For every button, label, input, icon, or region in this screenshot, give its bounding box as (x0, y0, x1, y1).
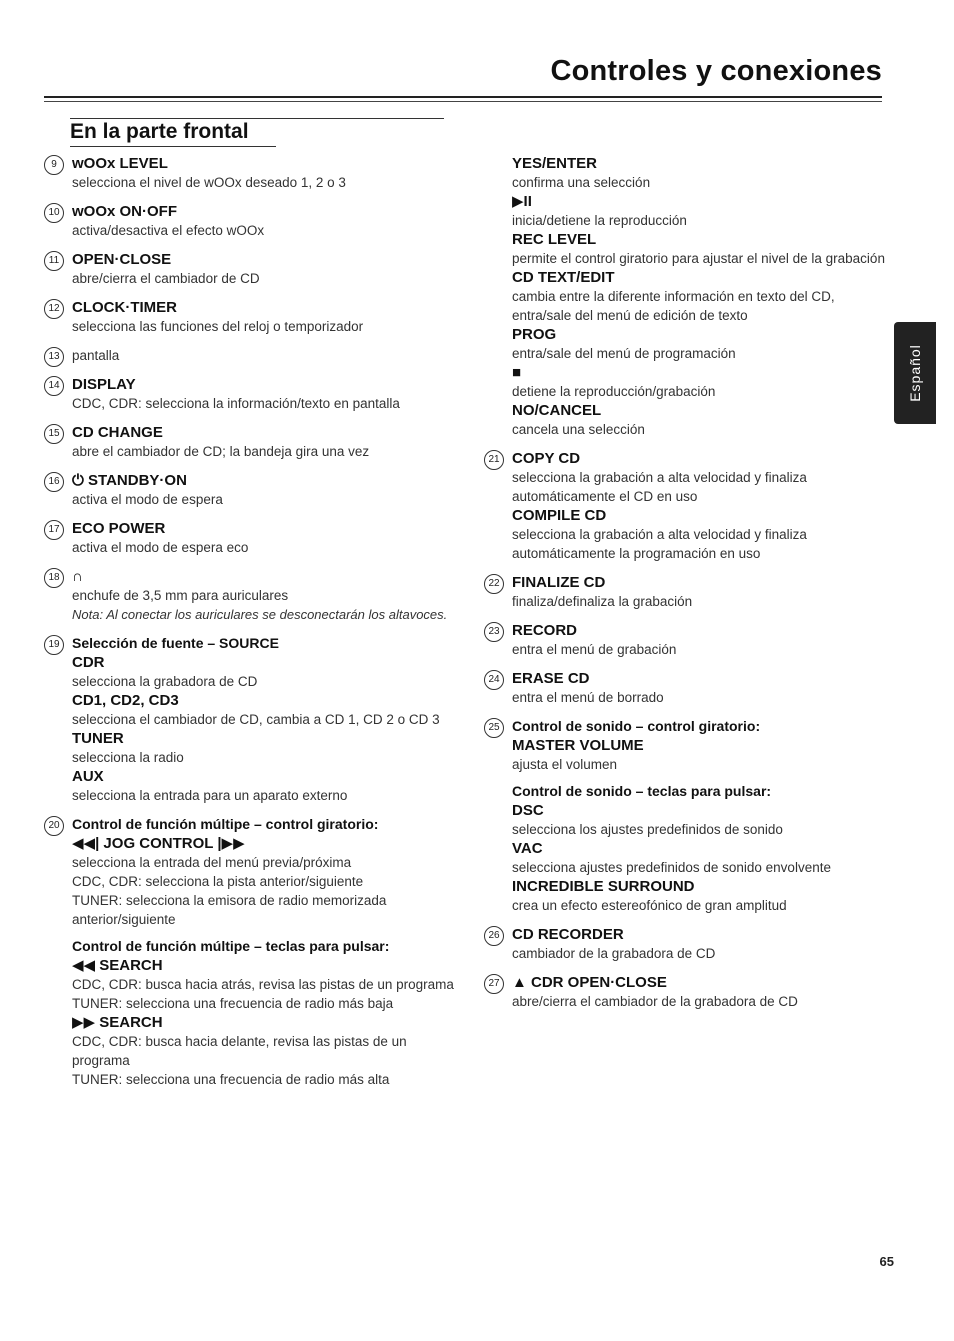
left-column (44, 154, 464, 1099)
item-desc: selecciona la grabación a alta velocidad y finaliza automáticamente el CD en uso (512, 470, 807, 504)
item-desc: cambiador de la grabadora de CD (512, 946, 716, 961)
entry-standby-on (44, 471, 464, 509)
entry-clock-timer (44, 298, 464, 336)
play-pause-icon: ▶II (512, 193, 532, 210)
item-number: 13 (44, 347, 64, 367)
item-note: Nota: Al conectar los auriculares se desconectarán los altavoces. (72, 607, 448, 622)
sub-desc: selecciona los ajustes predefinidos de sonido (512, 822, 783, 837)
entry-cdr-open-close (484, 973, 894, 1011)
item-number: 20 (44, 816, 64, 836)
sub-label: REC LEVEL (512, 231, 597, 248)
sub-desc: selecciona la radio (72, 750, 184, 765)
sub-desc: CDC, CDR: selecciona la pista anterior/siguiente (72, 874, 364, 889)
sub-desc: TUNER: selecciona una frecuencia de radio más alta (72, 1072, 390, 1087)
item-number: 9 (44, 155, 64, 175)
sub-desc: ajusta el volumen (512, 757, 618, 772)
sub-desc: CDC, CDR: busca hacia atrás, revisa las pistas de un programa (72, 977, 454, 992)
item-label: Control de función múltipe – teclas para pulsar: (72, 938, 390, 954)
sub-desc: confirma una selección (512, 175, 651, 190)
sub-label: CDR (72, 654, 105, 671)
sub-desc: TUNER: selecciona una frecuencia de radio más baja (72, 996, 394, 1011)
sub-label: CD TEXT/EDIT (512, 269, 615, 286)
entry-controls-group (484, 154, 894, 439)
entry-woox-level (44, 154, 464, 192)
item-number: 11 (44, 251, 64, 271)
sub-label: AUX (72, 768, 104, 785)
sub-desc: inicia/detiene la reproducción (512, 213, 687, 228)
item-label: ECO POWER (72, 520, 166, 537)
item-label: CD CHANGE (72, 424, 163, 441)
item-number: 24 (484, 670, 504, 690)
item-label: DISPLAY (72, 376, 136, 393)
entry-open-close (44, 250, 464, 288)
sub-label: NO/CANCEL (512, 402, 602, 419)
item-number: 12 (44, 299, 64, 319)
sub-desc: cambia entre la diferente información en texto del CD, entra/sale del menú de edición de texto (512, 289, 835, 323)
item-label: CLOCK·TIMER (72, 299, 177, 316)
entry-eco-power (44, 519, 464, 557)
entry-finalize-cd (484, 573, 894, 611)
item-desc: activa/desactiva el efecto wOOx (72, 223, 265, 238)
sub-desc: CDC, CDR: busca hacia delante, revisa las pistas de un programa (72, 1034, 407, 1068)
item-number: 19 (44, 635, 64, 655)
item-label: FINALIZE CD (512, 574, 606, 591)
section-rule-top (70, 118, 444, 119)
entry-source (44, 634, 464, 805)
entry-record (484, 621, 894, 659)
sub-desc: entra/sale del menú de programación (512, 346, 736, 361)
item-desc: entra el menú de borrado (512, 690, 664, 705)
header-rule (44, 96, 882, 98)
item-label: wOOx ON·OFF (72, 203, 177, 220)
language-tab-label: Español (907, 344, 923, 402)
sub-label: YES/ENTER (512, 155, 598, 172)
item-number: 15 (44, 424, 64, 444)
item-number: 21 (484, 450, 504, 470)
item-label: RECORD (512, 622, 578, 639)
sub-label: ◀◀ SEARCH (72, 957, 163, 974)
item-desc: activa el modo de espera (72, 492, 223, 507)
sub-desc: selecciona la entrada del menú previa/próxima (72, 855, 352, 870)
language-tab (894, 322, 936, 424)
item-desc: activa el modo de espera eco (72, 540, 249, 555)
header-rule-thin (44, 101, 882, 102)
item-label: Control de función múltipe – control giratorio: (72, 816, 379, 832)
entry-pantalla (44, 346, 464, 365)
item-desc: selecciona las funciones del reloj o temporizador (72, 319, 364, 334)
sub-desc: selecciona el cambiador de CD, cambia a CD 1, CD 2 o CD 3 (72, 712, 440, 727)
sub-label: VAC (512, 840, 543, 857)
sub-label: MASTER VOLUME (512, 737, 644, 754)
item-label: STANDBY·ON (88, 472, 187, 489)
item-label: ▲ CDR OPEN·CLOSE (512, 974, 667, 991)
sub-desc: selecciona ajustes predefinidos de sonido envolvente (512, 860, 831, 875)
section-title: En la parte frontal (70, 120, 249, 143)
item-desc: abre/cierra el cambiador de la grabadora de CD (512, 994, 798, 1009)
entry-multifunction (44, 815, 464, 1089)
item-desc: pantalla (72, 348, 120, 363)
power-icon: ⏻ (72, 472, 84, 489)
item-label: OPEN·CLOSE (72, 251, 172, 268)
sub-label: ▶▶ SEARCH (72, 1014, 163, 1031)
sub-label: INCREDIBLE SURROUND (512, 878, 695, 895)
item-number: 25 (484, 718, 504, 738)
item-label: COMPILE CD (512, 507, 607, 524)
item-label: CD RECORDER (512, 926, 624, 943)
item-label: COPY CD (512, 450, 581, 467)
entry-erase-cd (484, 669, 894, 707)
sub-desc: selecciona la entrada para un aparato externo (72, 788, 348, 803)
item-label: wOOx LEVEL (72, 155, 168, 172)
page-title: Controles y conexiones (550, 55, 882, 87)
sub-desc: detiene la reproducción/grabación (512, 384, 716, 399)
entry-display (44, 375, 464, 413)
item-label: Selección de fuente – SOURCE (72, 635, 279, 651)
item-label-row (72, 471, 464, 490)
item-number: 17 (44, 520, 64, 540)
entry-woox-onoff (44, 202, 464, 240)
item-label: Control de sonido – teclas para pulsar: (512, 783, 772, 799)
entry-copy-cd (484, 449, 894, 563)
item-desc: enchufe de 3,5 mm para auriculares (72, 588, 289, 603)
sub-desc: selecciona la grabadora de CD (72, 674, 258, 689)
stop-icon: ■ (512, 364, 522, 381)
item-label: ERASE CD (512, 670, 590, 687)
item-desc: finaliza/definaliza la grabación (512, 594, 693, 609)
entry-headphones (44, 567, 464, 624)
sub-label: PROG (512, 326, 557, 343)
sub-label: DSC (512, 802, 544, 819)
item-desc: abre/cierra el cambiador de CD (72, 271, 260, 286)
item-label: Control de sonido – control giratorio: (512, 718, 761, 734)
headphones-icon: ∩ (72, 568, 83, 585)
sub-desc: TUNER: selecciona la emisora de radio memorizada anterior/siguiente (72, 893, 387, 927)
right-column (484, 154, 894, 1021)
sub-desc: cancela una selección (512, 422, 645, 437)
item-number: 22 (484, 574, 504, 594)
entry-sound-control (484, 717, 894, 915)
item-number: 10 (44, 203, 64, 223)
sub-label: CD1, CD2, CD3 (72, 692, 179, 709)
item-number: 16 (44, 472, 64, 492)
item-number: 18 (44, 568, 64, 588)
item-desc: CDC, CDR: selecciona la información/texto en pantalla (72, 396, 400, 411)
item-number: 26 (484, 926, 504, 946)
item-desc: entra el menú de grabación (512, 642, 677, 657)
sub-desc: crea un efecto estereofónico de gran amplitud (512, 898, 787, 913)
item-number: 14 (44, 376, 64, 396)
item-number: 23 (484, 622, 504, 642)
item-number: 27 (484, 974, 504, 994)
item-desc: abre el cambiador de CD; la bandeja gira una vez (72, 444, 370, 459)
sub-label: TUNER (72, 730, 124, 747)
item-desc: selecciona el nivel de wOOx deseado 1, 2 o 3 (72, 175, 346, 190)
entry-cd-change (44, 423, 464, 461)
sub-label: ◀◀| JOG CONTROL |▶▶ (72, 835, 245, 852)
item-desc: selecciona la grabación a alta velocidad y finaliza automáticamente la programación en uso (512, 527, 807, 561)
page-number: 65 (879, 1254, 894, 1269)
sub-desc: permite el control giratorio para ajustar el nivel de la grabación (512, 251, 885, 266)
section-rule-bottom (70, 146, 276, 147)
entry-cd-recorder (484, 925, 894, 963)
